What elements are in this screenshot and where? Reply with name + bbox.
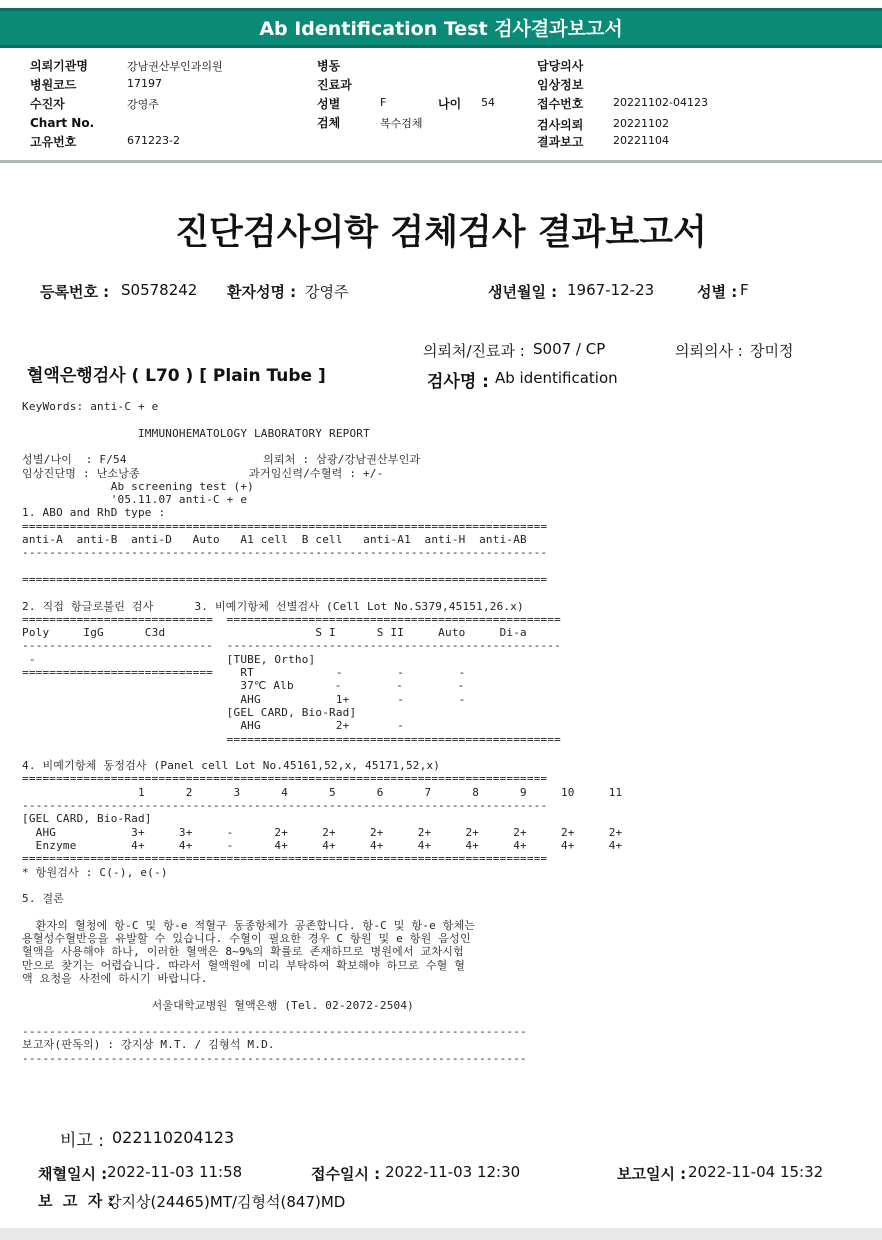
report-line: -----------------------------------------------------------------------------: [22, 799, 548, 812]
report-line: =============================================================================: [22, 772, 548, 786]
report-line: Enzyme 4+ 4+ - 4+ 4+ 4+ 4+ 4+ 4+ 4+ 4+: [22, 838, 623, 852]
test-group: 혈액은행검사 ( L70 ) [ Plain Tube ]: [27, 366, 326, 386]
field-value-institution: 강남권산부인과의원: [127, 60, 223, 73]
patient-name-value: 강영주: [305, 283, 349, 301]
dept-value: S007 / CP: [533, 340, 606, 358]
field-value-hospital-code: 17197: [127, 77, 162, 90]
note-value: 022110204123: [112, 1128, 235, 1147]
report-line: AHG 3+ 3+ - 2+ 2+ 2+ 2+ 2+ 2+ 2+ 2+: [22, 825, 623, 839]
field-label-receipt-no: 접수번호: [537, 97, 584, 111]
sex-value: F: [740, 281, 749, 299]
field-value-sex: F: [380, 96, 387, 109]
report-line: - [TUBE, Ortho]: [22, 652, 316, 666]
collect-value: 2022-11-03 11:58: [107, 1163, 243, 1181]
receive-label: 접수일시 :: [311, 1165, 381, 1183]
field-label-sex: 성별: [317, 97, 341, 111]
report-line: IMMUNOHEMATOLOGY LABORATORY REPORT: [22, 426, 370, 440]
field-value-age: 54: [481, 96, 495, 109]
report-line: -----------------------------------------------------------------------------: [22, 546, 548, 560]
receive-value: 2022-11-03 12:30: [385, 1163, 521, 1181]
report-line: 만으로 찾기는 어렵습니다. 따라서 혈액원에 미리 부탁하여 확보해야 하므로 수혈 혈: [22, 958, 466, 972]
report-line: 임상진단명 : 난소낭종 과거임신력/수혈력 : +/-: [22, 466, 384, 480]
reg-no-label: 등록번호 :: [40, 283, 110, 301]
test-name-value: Ab identification: [495, 369, 618, 387]
page-bottom-strip: [0, 1228, 882, 1240]
report-line: ============================ RT - - -: [22, 666, 466, 679]
report-line: =============================================================================: [22, 519, 548, 533]
report-line: [GEL CARD, Bio-Rad]: [22, 812, 152, 826]
field-label-chart-no: Chart No.: [30, 116, 95, 130]
field-label-doctor: 담당의사: [537, 59, 584, 73]
report-label: 보고일시 :: [617, 1165, 687, 1183]
field-value-unique-id: 671223-2: [127, 134, 180, 147]
report-line: =============================================================================: [22, 572, 548, 586]
report-line: 1. ABO and RhD type :: [22, 506, 166, 520]
report-line: ============================ =================================================: [22, 612, 561, 626]
report-line: 환자의 혈청에 항-C 및 항-e 적혈구 동종항체가 공존합니다. 항-C 및 항-e 항체는: [22, 918, 476, 932]
report-line: 서울대학교병원 혈액은행 (Tel. 02-2072-2504): [22, 998, 414, 1012]
collect-label: 채혈일시 :: [38, 1165, 108, 1183]
reg-no-value: S0578242: [121, 281, 198, 299]
report-line: 5. 결론: [22, 892, 65, 906]
report-line: 보고자(판독의) : 강지상 M.T. / 김형석 M.D.: [22, 1038, 275, 1052]
field-label-patient: 수진자: [30, 97, 65, 111]
field-value-patient: 강영주: [127, 98, 159, 111]
report-line: * 항원검사 : C(-), e(-): [22, 865, 168, 879]
field-label-request-date: 검사의뢰: [537, 118, 584, 132]
field-label-age: 나이: [438, 97, 462, 111]
report-line: 37℃ Alb - - -: [22, 679, 465, 693]
reporter-label: 보 고 자 :: [38, 1192, 114, 1210]
report-line: --------------------------------------------------------------------------: [22, 1051, 527, 1065]
report-title: 진단검사의학 검체검사 결과보고서: [175, 213, 707, 253]
field-label-result-date: 결과보고: [537, 135, 584, 149]
report-line: Ab screening test (+): [22, 479, 254, 493]
report-line: AHG 2+ -: [22, 719, 405, 733]
report-line: 4. 비예기항체 동정검사 (Panel cell Lot No.45161,52,x, 45171,52,x): [22, 759, 441, 773]
field-label-institution: 의뢰기관명: [30, 59, 88, 73]
patient-name-label: 환자성명 :: [227, 283, 297, 301]
report-line: 용혈성수혈반응을 유발할 수 있습니다. 수혈이 필요한 경우 C 항원 및 e 항원 음성인: [22, 932, 471, 945]
field-label-clinical-info: 임상정보: [537, 78, 584, 92]
field-label-specimen: 검체: [317, 116, 341, 130]
report-header-bar: [0, 8, 882, 48]
field-value-result-date: 20221104: [613, 134, 669, 147]
report-line: =============================================================================: [22, 852, 548, 866]
report-line: =================================================: [22, 732, 561, 746]
report-line: 성별/나이 : F/54 의뢰처 : 삼광/강남권산부인과: [22, 453, 421, 467]
report-line: 액 요청을 사전에 하시기 바랍니다.: [22, 971, 208, 985]
report-line: anti-A anti-B anti-D Auto A1 cell B cell anti-A1 anti-H anti-AB: [22, 533, 527, 546]
field-value-receipt-no: 20221102-04123: [613, 96, 708, 109]
report-line: 혈액을 사용해야 하나, 이러한 혈액은 8~9%의 확률로 존재하므로 병원에서 교차시험: [22, 945, 464, 959]
field-label-department: 진료과: [317, 78, 352, 92]
report-line: [GEL CARD, Bio-Rad]: [22, 705, 357, 719]
report-line: '05.11.07 anti-C + e: [22, 493, 248, 507]
birth-label: 생년월일 :: [488, 283, 558, 301]
report-line: 1 2 3 4 5 6 7 8 9 10 11: [22, 785, 623, 799]
report-line: ---------------------------- -------------------------------------------------: [22, 639, 561, 653]
doctor-value: 장미정: [750, 342, 794, 360]
field-label-unique-id: 고유번호: [30, 135, 77, 149]
report-line: Poly IgG C3d S I S II Auto Di-a: [22, 626, 527, 640]
report-line: KeyWords: anti-C + e: [22, 400, 159, 413]
field-label-ward: 병동: [317, 59, 341, 73]
test-name-label: 검사명 :: [427, 372, 489, 392]
report-line: --------------------------------------------------------------------------: [22, 1025, 527, 1039]
field-label-hospital-code: 병원코드: [30, 78, 77, 92]
header-divider: [0, 160, 882, 163]
report-line: AHG 1+ - -: [22, 692, 466, 706]
birth-value: 1967-12-23: [567, 281, 655, 299]
field-value-request-date: 20221102: [613, 117, 669, 130]
report-value: 2022-11-04 15:32: [688, 1163, 824, 1181]
report-header-title: Ab Identification Test 검사결과보고서: [259, 18, 623, 40]
dept-label: 의뢰처/진료과 :: [423, 342, 525, 360]
note-label: 비고 :: [60, 1131, 104, 1151]
sex-label: 성별 :: [697, 283, 738, 301]
reporter-value: 강지상(24465)MT/김형석(847)MD: [107, 1193, 346, 1211]
field-value-specimen: 복수검체: [380, 117, 423, 130]
report-line: 2. 직접 항글로불린 검사 3. 비예기항체 선별검사 (Cell Lot No.S379,45151,26.x): [22, 599, 524, 613]
doctor-label: 의뢰의사 :: [675, 342, 743, 360]
